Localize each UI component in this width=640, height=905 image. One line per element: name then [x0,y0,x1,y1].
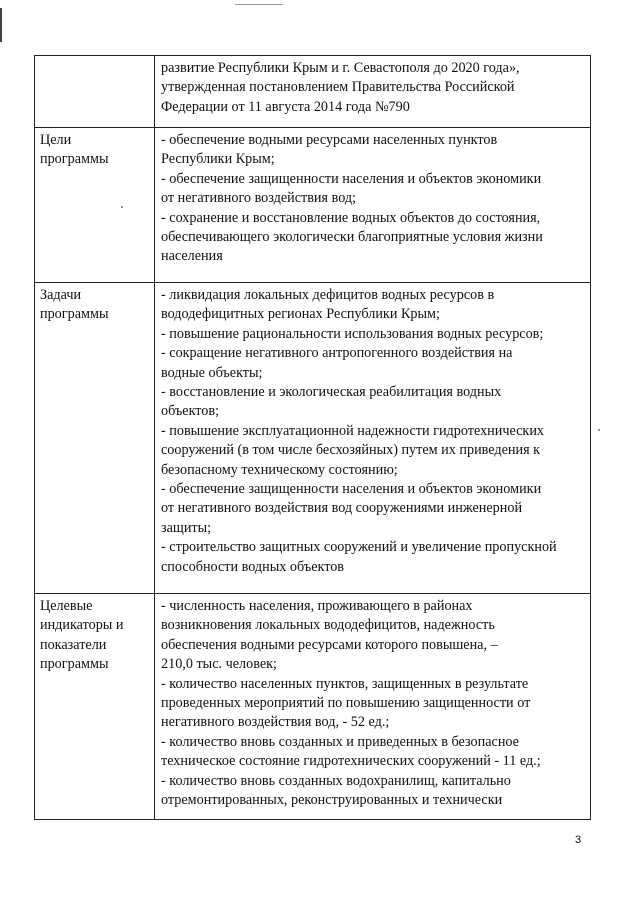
text-line: Республики Крым; [161,151,275,168]
text-line: возникновения локальных вододефицитов, надежность [161,617,495,634]
row-content-cell [155,128,591,283]
row-label-line: Задачи [40,287,82,303]
scan-artifact-top [235,4,283,5]
text-line: - обеспечение защищенности населения и объектов экономики [161,170,542,187]
row-content-cell [155,56,591,128]
text-line: обеспечивающего экологически благоприятные условия жизни [161,229,543,246]
text-line: Федерации от 11 августа 2014 года №790 [161,98,410,115]
text-line: проведенных мероприятий по повышению защищенности от [161,695,531,712]
text-line: - восстановление и экологическая реабилитация водных [161,384,502,401]
text-line: сооружений (в том числе бесхозяйных) путем их приведения к [161,442,541,459]
text-line: от негативного воздействия вод; [161,190,357,207]
table-row [35,283,591,594]
text-line: населения [161,248,223,265]
text-line: - повышение эксплуатационной надежности гидротехнических [161,422,545,439]
text-line: обеспечения водными ресурсами которого повышена, – [161,636,498,653]
row-label-line: программы [40,151,109,168]
row-label-line: индикаторы и [40,617,124,634]
scan-speck [598,429,600,431]
text-line: - обеспечение защищенности населения и объектов экономики [161,481,542,498]
text-line: отремонтированных, реконструированных и технически [161,792,503,809]
text-line: - строительство защитных сооружений и увеличение пропускной [161,539,557,556]
table-row [35,594,591,820]
text-line: - сохранение и восстановление водных объектов до состояния, [161,209,541,226]
table-row [35,56,591,128]
text-line: утвержденная постановлением Правительства Российской [161,79,515,96]
text-line: от негативного воздействия вод сооружениями инженерной [161,500,523,517]
text-line: - повышение рациональности использования водных ресурсов; [161,325,544,342]
text-line: - количество вновь созданных и приведенных в безопасное [161,733,519,750]
text-line: безопасному техническому состоянию; [161,461,398,478]
text-line: защиты; [161,519,212,536]
row-label-cell [35,56,155,128]
text-line: - ликвидация локальных дефицитов водных ресурсов в [161,287,495,303]
program-passport-table [34,55,591,820]
text-line: - обеспечение водными ресурсами населенных пунктов [161,132,498,148]
text-line: развитие Республики Крым и г. Севастополя до 2020 года», [161,60,520,76]
text-line: 210,0 тыс. человек; [161,656,277,673]
text-line: водные объекты; [161,364,263,381]
row-label-cell [35,283,155,594]
row-label-cell [35,594,155,820]
row-content-cell [155,594,591,820]
text-line: - сокращение негативного антропогенного воздействия на [161,345,513,362]
scan-artifact-left [0,8,2,42]
row-label-line: показатели [40,636,107,653]
table-row [35,128,591,283]
text-line: - количество населенных пунктов, защищенных в результате [161,675,529,692]
text-line: - численность населения, проживающего в районах [161,598,473,614]
row-label-line: программы [40,656,109,673]
row-label-cell [35,128,155,283]
text-line: объектов; [161,403,220,420]
text-line: - количество вновь созданных водохранилищ, капитально [161,772,511,789]
row-label-line: программы [40,306,109,323]
text-line: способности водных объектов [161,558,344,575]
row-label-line: Цели [40,132,72,148]
row-content-cell [155,283,591,594]
text-line: негативного воздействия вод, - 52 ед.; [161,714,390,731]
text-line: техническое состояние гидротехнических сооружений - 11 ед.; [161,753,541,770]
page-number: 3 [575,834,582,846]
text-line: вододефицитных регионах Республики Крым; [161,306,440,323]
row-label-line: Целевые [40,598,93,614]
